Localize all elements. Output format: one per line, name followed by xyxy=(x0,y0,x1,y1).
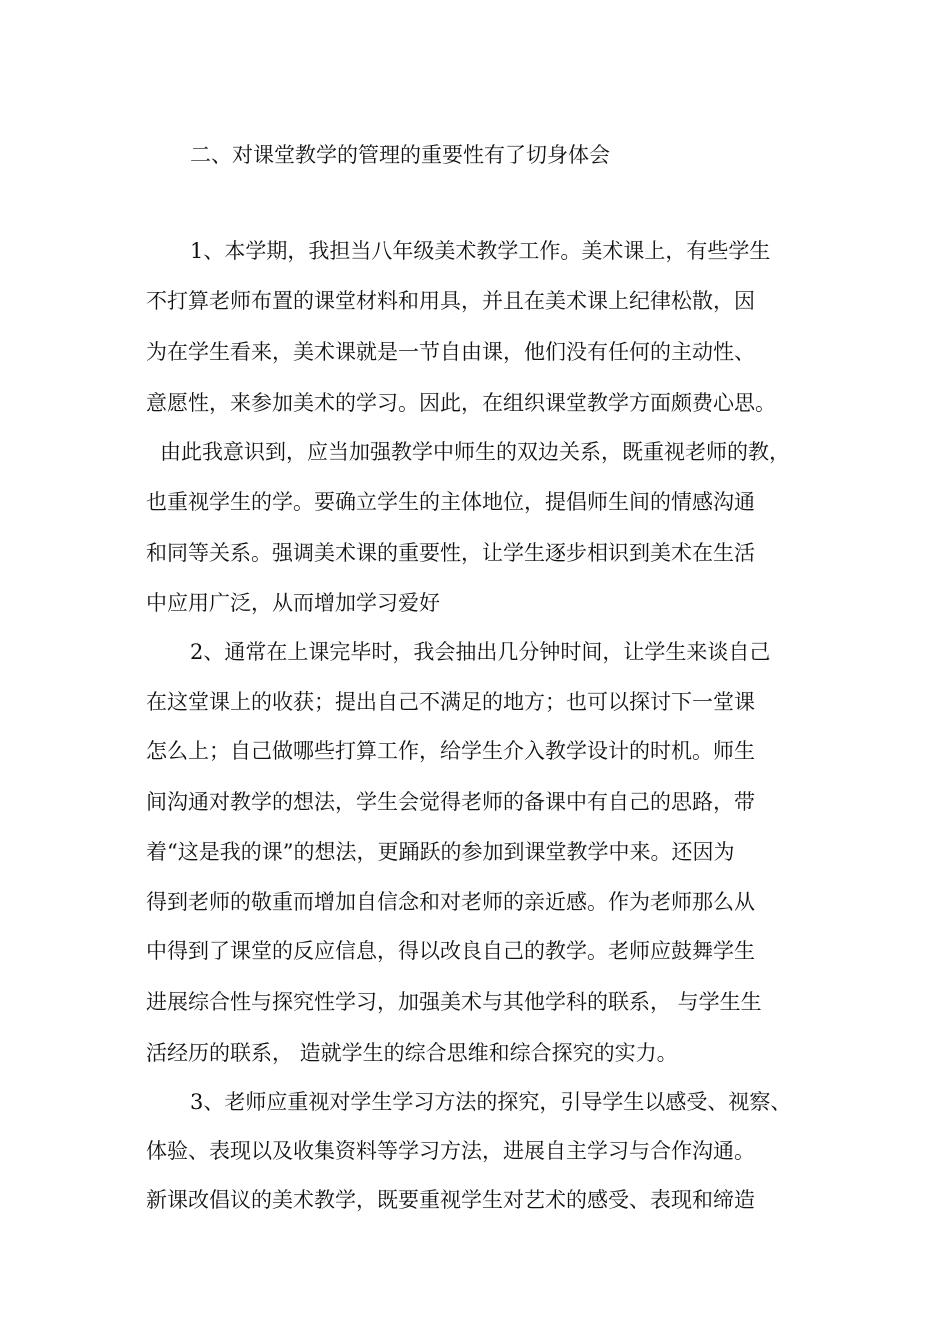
paragraph-2-line-6: 得到老师的敬重而增加自信念和对老师的亲近感。作为老师那么从 xyxy=(146,890,755,914)
paragraph-2-line-4: 间沟通对教学的想法，学生会觉得老师的备课中有自己的思路，带 xyxy=(146,790,755,814)
section-heading: 二、对课堂教学的管理的重要性有了切身体会 xyxy=(190,143,610,167)
paragraph-2-line-1: 2、通常在上课完毕时，我会抽出几分钟时间，让学生来谈自己 xyxy=(190,640,771,664)
paragraph-1-line-4: 意愿性，来参加美术的学习。因此，在组织课堂教学方面颇费心思。 xyxy=(146,391,776,415)
paragraph-1-line-7: 和同等关系。强调美术课的重要性，让学生逐步相识到美术在生活 xyxy=(146,541,755,565)
paragraph-1-line-1: 1、本学期，我担当八年级美术教学工作。美术课上，有些学生 xyxy=(190,239,771,263)
paragraph-1-line-5: 由此我意识到，应当加强教学中师生的双边关系，既重视老师的教， xyxy=(160,440,790,464)
paragraph-1-line-2: 不打算老师布置的课堂材料和用具，并且在美术课上纪律松散，因 xyxy=(146,289,755,313)
paragraph-2-line-5: 着“这是我的课”的想法，更踊跃的参加到课堂教学中来。还因为 xyxy=(146,840,735,864)
paragraph-2-line-8: 进展综合性与探究性学习，加强美术与其他学科的联系， 与学生生 xyxy=(146,990,762,1014)
paragraph-1-line-3: 为在学生看来，美术课就是一节自由课，他们没有任何的主动性、 xyxy=(146,340,755,364)
paragraph-2-line-7: 中得到了课堂的反应信息，得以改良自己的教学。老师应鼓舞学生 xyxy=(146,939,755,963)
paragraph-2-line-2: 在这堂课上的收获；提出自己不满足的地方；也可以探讨下一堂课 xyxy=(146,690,755,714)
paragraph-2-line-3: 怎么上；自己做哪些打算工作，给学生介入教学设计的时机。师生 xyxy=(146,739,755,763)
paragraph-1-line-6: 也重视学生的学。要确立学生的主体地位，提倡师生间的情感沟通 xyxy=(146,490,755,514)
paragraph-3-line-1: 3、老师应重视对学生学习方法的探究，引导学生以感受、视察、 xyxy=(190,1090,792,1114)
paragraph-2-line-9: 活经历的联系， 造就学生的综合思维和综合探究的实力。 xyxy=(146,1041,678,1065)
paragraph-1-line-8: 中应用广泛，从而增加学习爱好 xyxy=(146,591,440,615)
paragraph-3-line-3: 新课改倡议的美术教学，既要重视学生对艺术的感受、表现和缔造 xyxy=(146,1188,755,1212)
paragraph-3-line-2: 体验、表现以及收集资料等学习方法，进展自主学习与合作沟通。 xyxy=(146,1139,755,1163)
